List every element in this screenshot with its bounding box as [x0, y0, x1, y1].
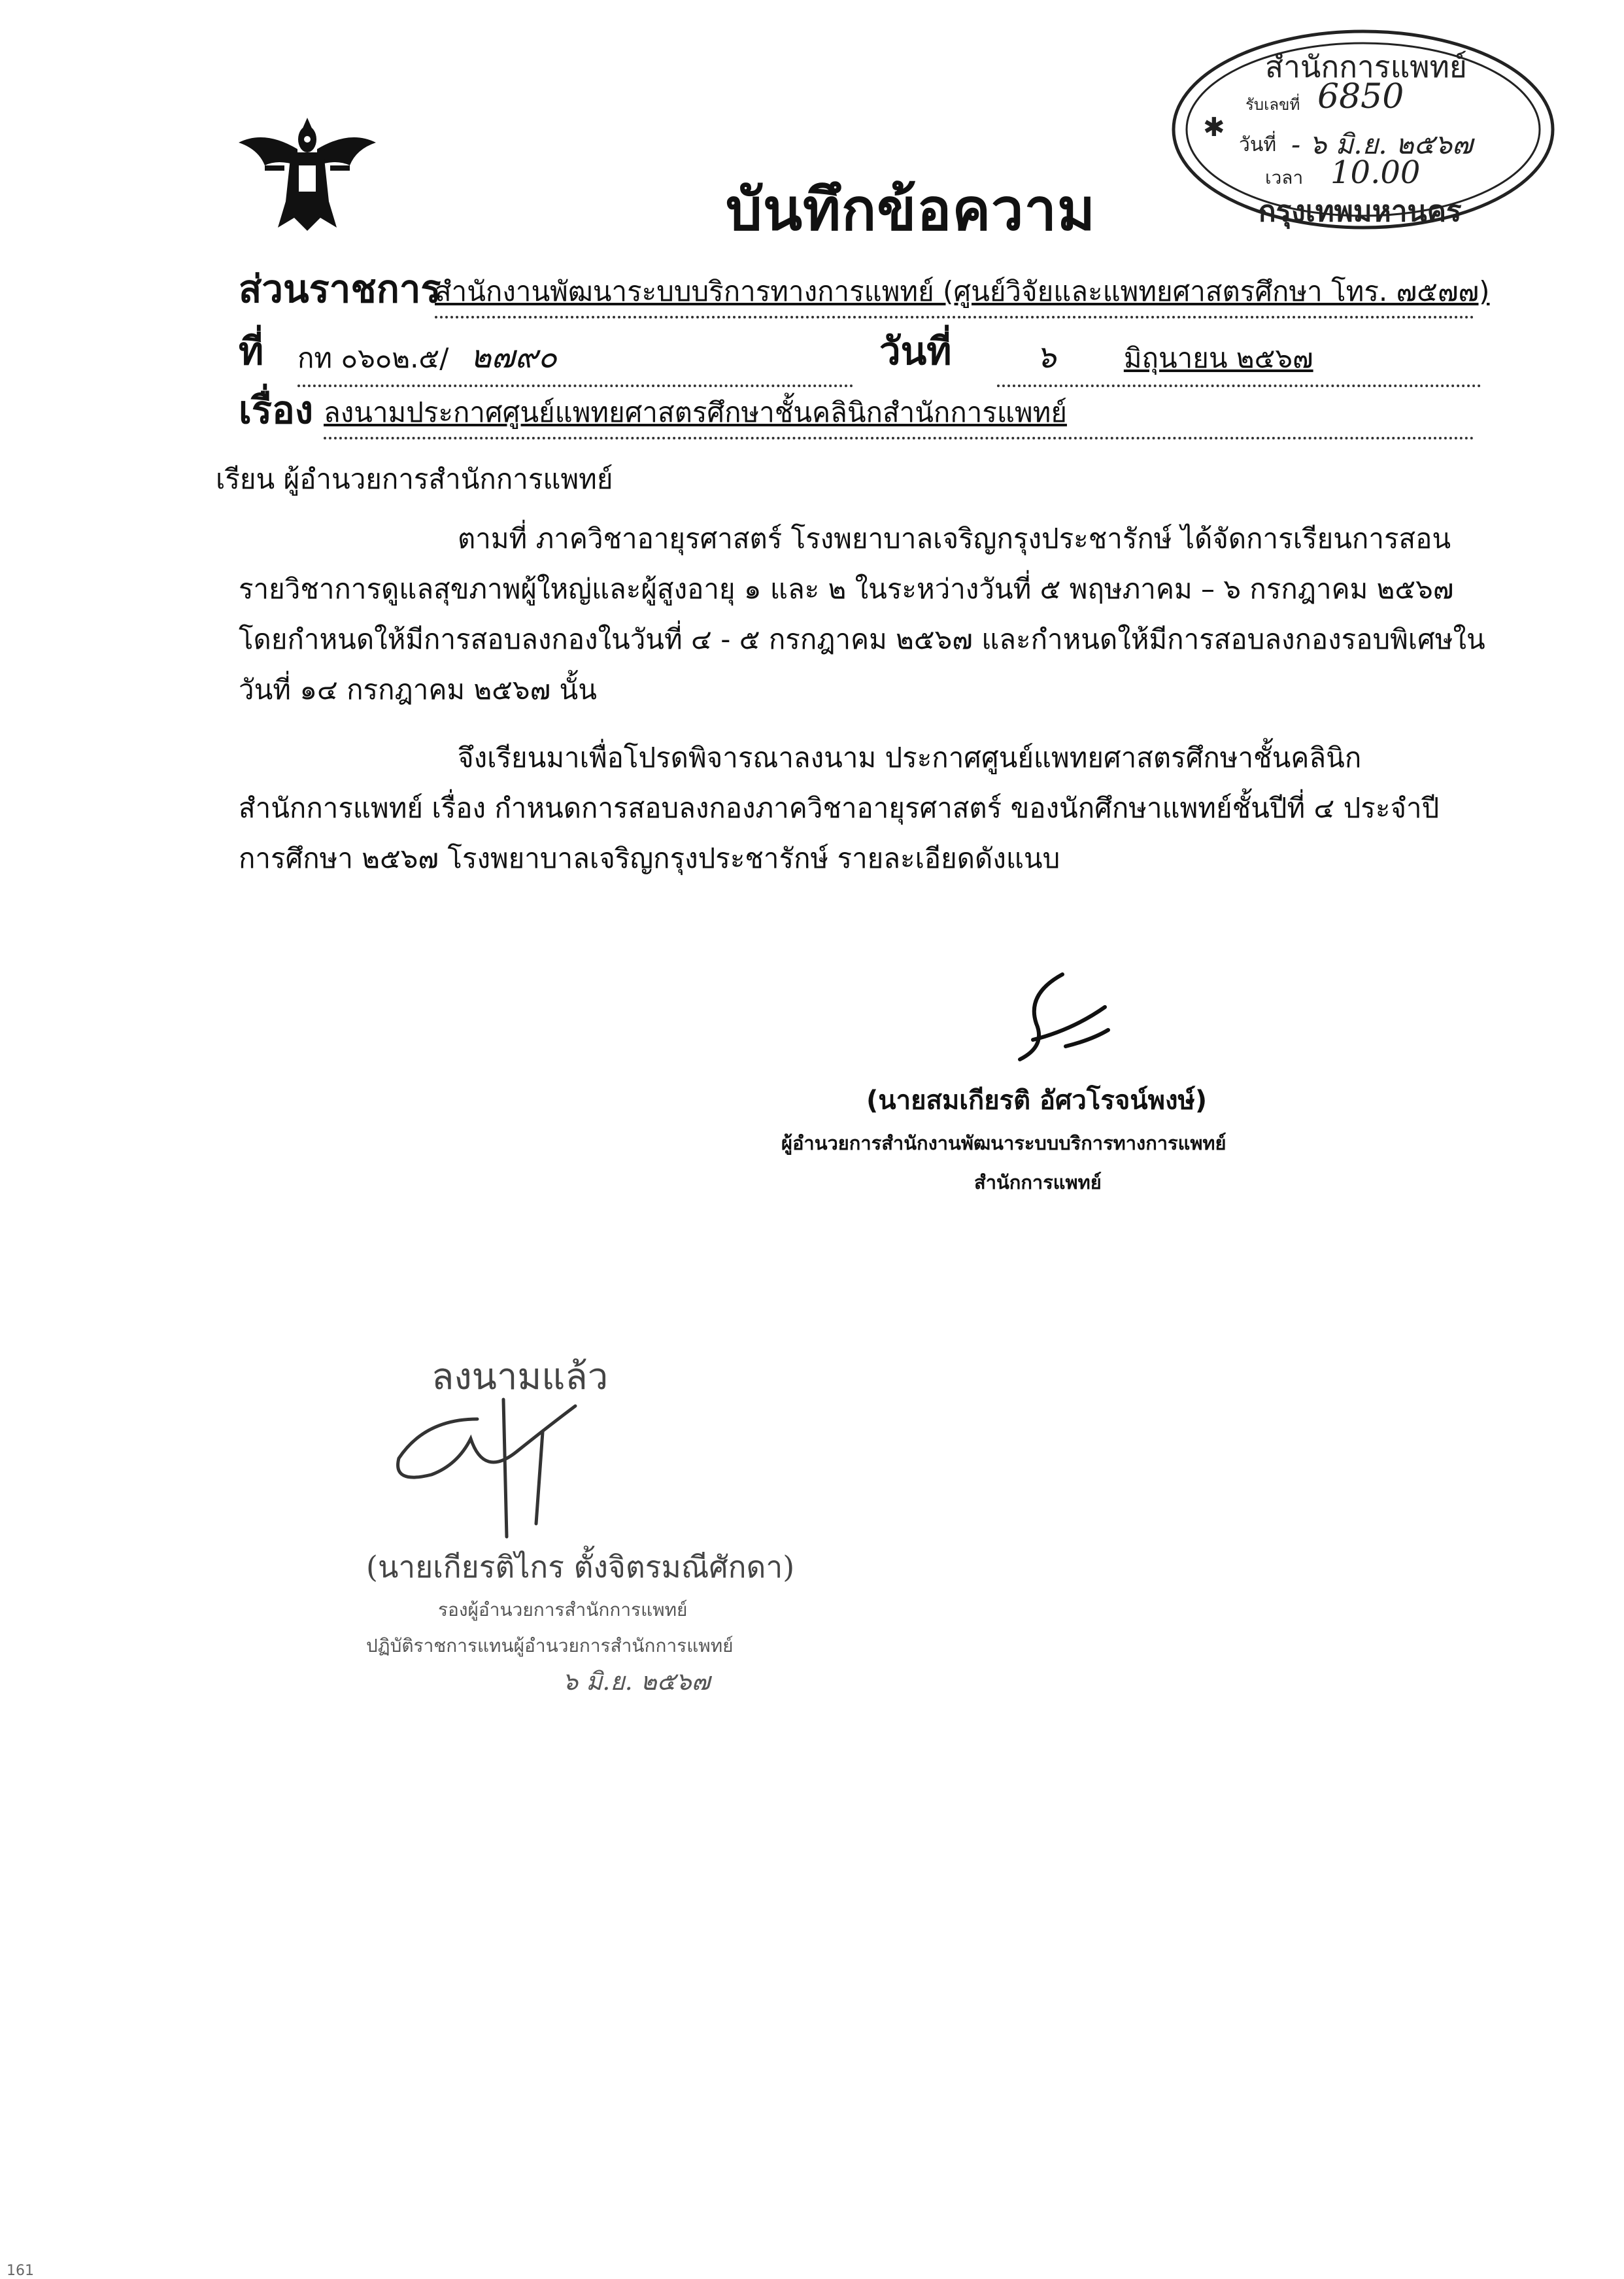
- stamp-date-label: วันที่: [1239, 133, 1277, 156]
- garuda-emblem-icon: [226, 103, 389, 234]
- stamp-org-top: สำนักการแพทย์: [1265, 49, 1467, 84]
- body-paragraph-1: [239, 513, 1487, 715]
- paragraph-2-line: จึงเรียนมาเพื่อโปรดพิจารณาลงนาม ประกาศศูนย์แพทยศาสตรศึกษาชั้นคลินิก: [458, 742, 1362, 774]
- salutation: เรียน ผู้อำนวยการสำนักการแพทย์: [216, 463, 613, 495]
- paragraph-2-line: สำนักการแพทย์ เรื่อง กำหนดการสอบลงกองภาควิชาอายุรศาสตร์ ของนักศึกษาแพทย์ชั้นปีที่ ๔ ประจำปี: [239, 792, 1440, 824]
- paragraph-1-line: โดยกำหนดให้มีการสอบลงกองในวันที่ ๔ - ๕ กรกฎาคม ๒๕๖๗ และกำหนดให้มีการสอบลงกองรอบพิเศษใน: [239, 623, 1485, 655]
- approver-position-2: ปฏิบัติราชการแทนผู้อำนวยการสำนักการแพทย์: [366, 1635, 734, 1656]
- stamp-time-label: เวลา: [1265, 167, 1304, 188]
- signer-position-2: สำนักการแพทย์: [974, 1171, 1102, 1193]
- department-text: สำนักงานพัฒนาระบบบริการทางการแพทย์ (ศูนย์วิจัยและแพทยศาสตรศึกษา โทร. ๗๕๗๗): [435, 275, 1490, 307]
- reference-row: [239, 320, 1487, 375]
- approver-position-1: รองผู้อำนวยการสำนักการแพทย์: [438, 1599, 688, 1620]
- stamp-date-value: - ๖ มิ.ย. ๒๕๖๗: [1291, 128, 1473, 160]
- date-text: มิถุนายน ๒๕๖๗: [1123, 342, 1313, 374]
- paragraph-1-line: รายวิชาการดูแลสุขภาพผู้ใหญ่และผู้สูงอายุ ๑ และ ๒ ในระหว่างวันที่ ๕ พฤษภาคม – ๖ กรกฎาคม ๒๕๖๗: [239, 573, 1454, 605]
- subject-row: [239, 379, 1487, 432]
- signer-signature-icon: [1000, 968, 1118, 1066]
- received-stamp: [1167, 25, 1566, 234]
- paragraph-2-line: การศึกษา ๒๕๖๗ โรงพยาบาลเจริญกรุงประชารักษ์ รายละเอียดดังแนบ: [239, 842, 1060, 874]
- stamp-org-bottom: กรุงเทพมหานคร: [1259, 195, 1462, 228]
- approver-name: (นายเกียรติไกร ตั้งจิตรมณีศักดา): [366, 1549, 795, 1585]
- subject-text: ลงนามประกาศศูนย์แพทยศาสตรศึกษาชั้นคลินิกสำนักการแพทย์: [324, 396, 1067, 428]
- subject-label: เรื่อง: [239, 388, 314, 432]
- reference-number: กท ๐๖๐๒.๕/: [297, 342, 449, 374]
- date-handwritten-day: ๖: [1036, 339, 1057, 375]
- paragraph-1-line: ตามที่ ภาควิชาอายุรศาสตร์ โรงพยาบาลเจริญกรุงประชารักษ์ ได้จัดการเรียนการสอน: [458, 523, 1451, 555]
- svg-text:✱: ✱: [1203, 112, 1225, 143]
- stamp-time-value: 10.00: [1330, 154, 1421, 191]
- paragraph-1-line: วันที่ ๑๔ กรกฎาคม ๒๕๖๗ นั้น: [239, 674, 597, 706]
- signer-position-1: ผู้อำนวยการสำนักงานพัฒนาระบบบริการทางการแพทย์: [781, 1132, 1226, 1154]
- reference-label: ที่: [239, 329, 264, 373]
- body-paragraph-2: [239, 732, 1487, 883]
- subject-value: [324, 391, 1474, 439]
- signer-name: (นายสมเกียรติ อัศวโรจน์พงษ์): [866, 1086, 1208, 1116]
- stamp-received-no: 6850: [1317, 77, 1404, 116]
- reference-handwritten: ๒๗๙๐: [470, 339, 557, 375]
- date-label: วันที่: [879, 329, 952, 373]
- approver-date: ๖ มิ.ย. ๒๕๖๗: [562, 1667, 711, 1696]
- page-title: บันทึกข้อความ: [726, 176, 1096, 243]
- page-number: 161: [7, 2263, 34, 2279]
- stamp-received-label: รับเลขที่: [1245, 95, 1300, 114]
- department-value: [435, 270, 1490, 318]
- department-row: [239, 258, 1490, 311]
- approver-signature-icon: [386, 1393, 621, 1543]
- department-label: ส่วนราชการ: [239, 267, 441, 311]
- approval-stamp-text: ลงนามแล้ว: [431, 1356, 609, 1398]
